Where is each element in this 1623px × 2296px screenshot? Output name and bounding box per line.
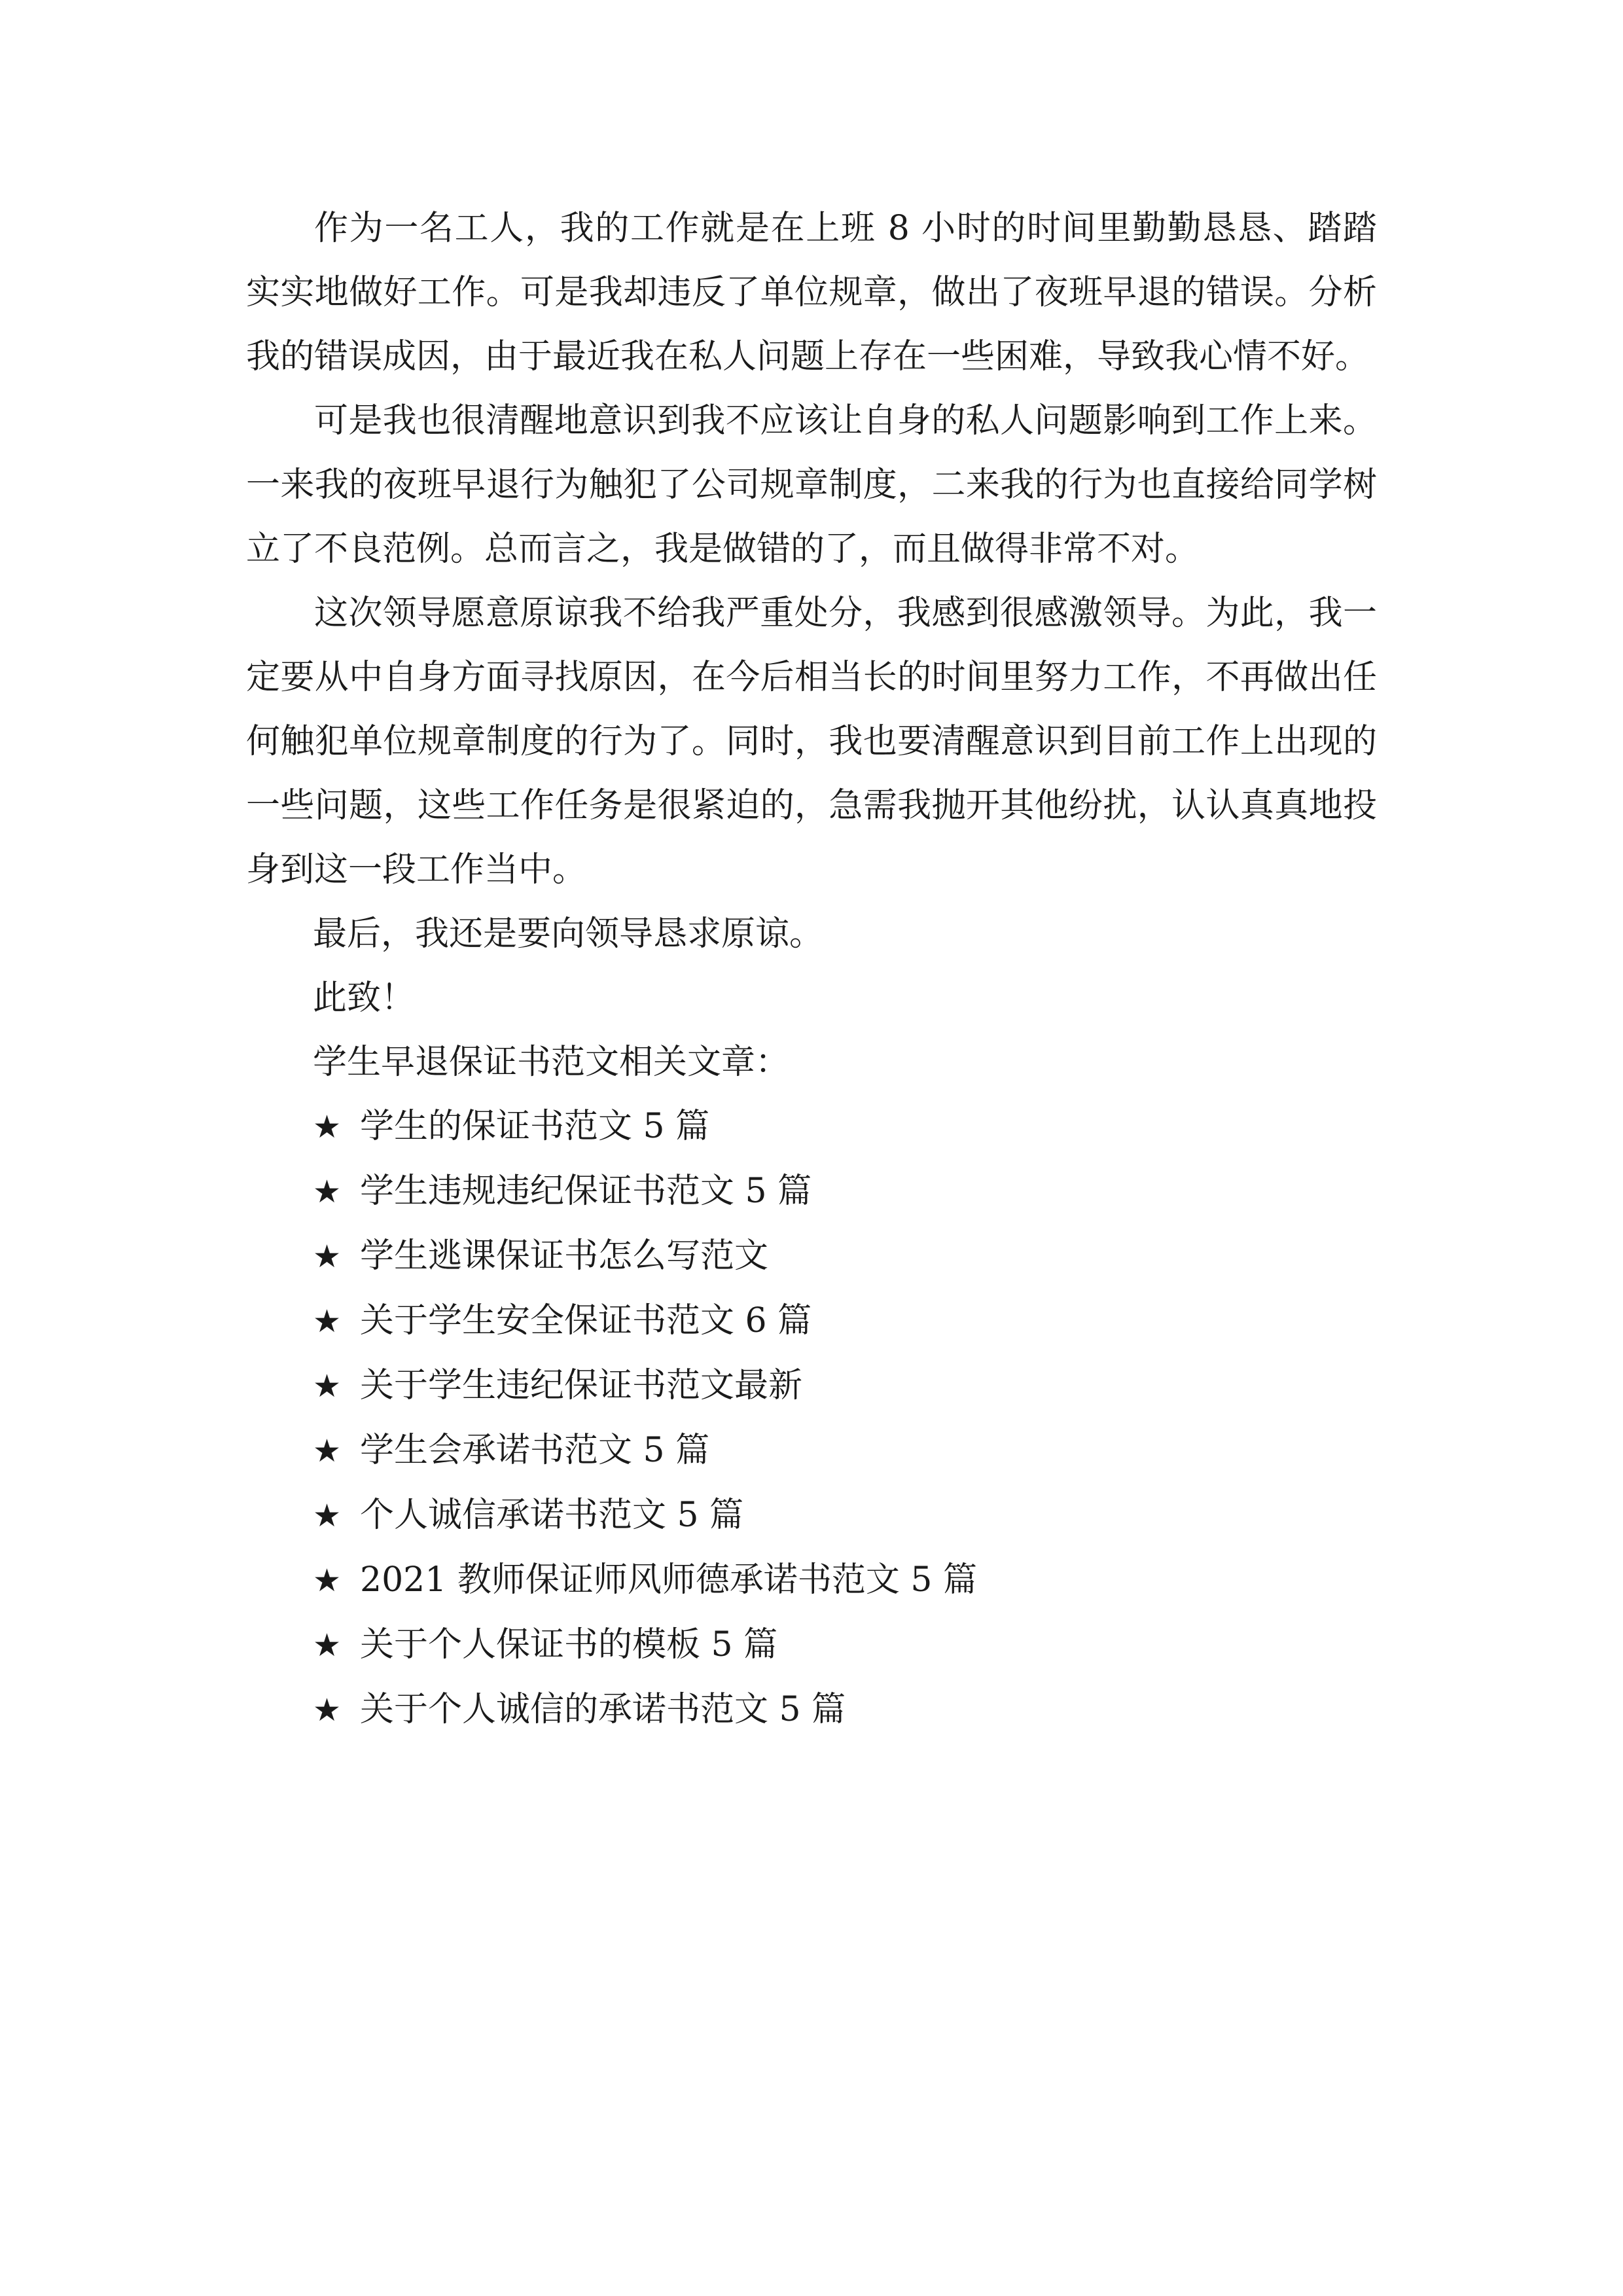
list-item[interactable] bbox=[246, 1548, 1377, 1613]
star-icon: ★ bbox=[313, 1368, 342, 1405]
list-item[interactable] bbox=[246, 1354, 1377, 1418]
related-article-link[interactable]: 关于学生违纪保证书范文最新 bbox=[360, 1366, 803, 1405]
star-icon: ★ bbox=[313, 1109, 342, 1145]
star-icon: ★ bbox=[313, 1433, 342, 1469]
related-article-link[interactable]: 关于个人保证书的模板 5 篇 bbox=[360, 1625, 778, 1664]
list-item[interactable] bbox=[246, 1159, 1377, 1224]
related-article-link[interactable]: 学生会承诺书范文 5 篇 bbox=[360, 1431, 710, 1470]
related-article-link[interactable]: 学生违规违纪保证书范文 5 篇 bbox=[360, 1172, 812, 1211]
paragraph-2: 可是我也很清醒地意识到我不应该让自身的私人问题影响到工作上来。一来我的夜班早退行为触犯了公司规章制度，二来我的行为也直接给同学树立了不良范例。总而言之，我是做错的了，而且做得非常不对。 bbox=[246, 401, 1377, 569]
star-icon: ★ bbox=[313, 1174, 342, 1210]
related-article-link[interactable]: 学生逃课保证书怎么写范文 bbox=[360, 1236, 769, 1276]
list-item[interactable] bbox=[246, 1613, 1377, 1677]
list-item[interactable] bbox=[246, 1094, 1377, 1159]
closing-line: 最后，我还是要向领导恳求原谅。 bbox=[313, 914, 824, 954]
star-icon: ★ bbox=[313, 1627, 342, 1664]
related-articles-list bbox=[246, 1094, 1377, 1742]
list-item[interactable] bbox=[246, 1418, 1377, 1483]
salutation-line: 此致！ bbox=[313, 978, 416, 1018]
star-icon: ★ bbox=[313, 1238, 342, 1275]
related-article-link[interactable]: 关于学生安全保证书范文 6 篇 bbox=[360, 1301, 812, 1340]
paragraph-1: 作为一名工人，我的工作就是在上班 8 小时的时间里勤勤恳恳、踏踏实实地做好工作。可是我却违反了单位规章，做出了夜班早退的错误。分析我的错误成因，由于最近我在私人问题上存在一些困难，导致我心情不好。 bbox=[246, 209, 1377, 376]
star-icon: ★ bbox=[313, 1498, 342, 1534]
list-item[interactable] bbox=[246, 1677, 1377, 1742]
list-item[interactable] bbox=[246, 1224, 1377, 1289]
document-body bbox=[246, 196, 1377, 1742]
related-article-link[interactable]: 学生的保证书范文 5 篇 bbox=[360, 1107, 710, 1146]
related-article-link[interactable]: 2021 教师保证师风师德承诺书范文 5 篇 bbox=[360, 1560, 978, 1600]
related-article-link[interactable]: 个人诚信承诺书范文 5 篇 bbox=[360, 1496, 744, 1535]
related-article-link[interactable]: 关于个人诚信的承诺书范文 5 篇 bbox=[360, 1690, 846, 1729]
paragraph-3: 这次领导愿意原谅我不给我严重处分，我感到很感激领导。为此，我一定要从中自身方面寻找原因，在今后相当长的时间里努力工作，不再做出任何触犯单位规章制度的行为了。同时，我也要清醒意识到目前工作上出现的一些问题，这些工作任务是很紧迫的，急需我抛开其他纷扰，认认真真地投身到这一段工作当中。 bbox=[246, 594, 1377, 889]
star-icon: ★ bbox=[313, 1692, 342, 1729]
star-icon: ★ bbox=[313, 1303, 342, 1340]
related-articles-heading: 学生早退保证书范文相关文章： bbox=[313, 1043, 790, 1082]
star-icon: ★ bbox=[313, 1562, 342, 1599]
list-item[interactable] bbox=[246, 1483, 1377, 1548]
list-item[interactable] bbox=[246, 1289, 1377, 1354]
